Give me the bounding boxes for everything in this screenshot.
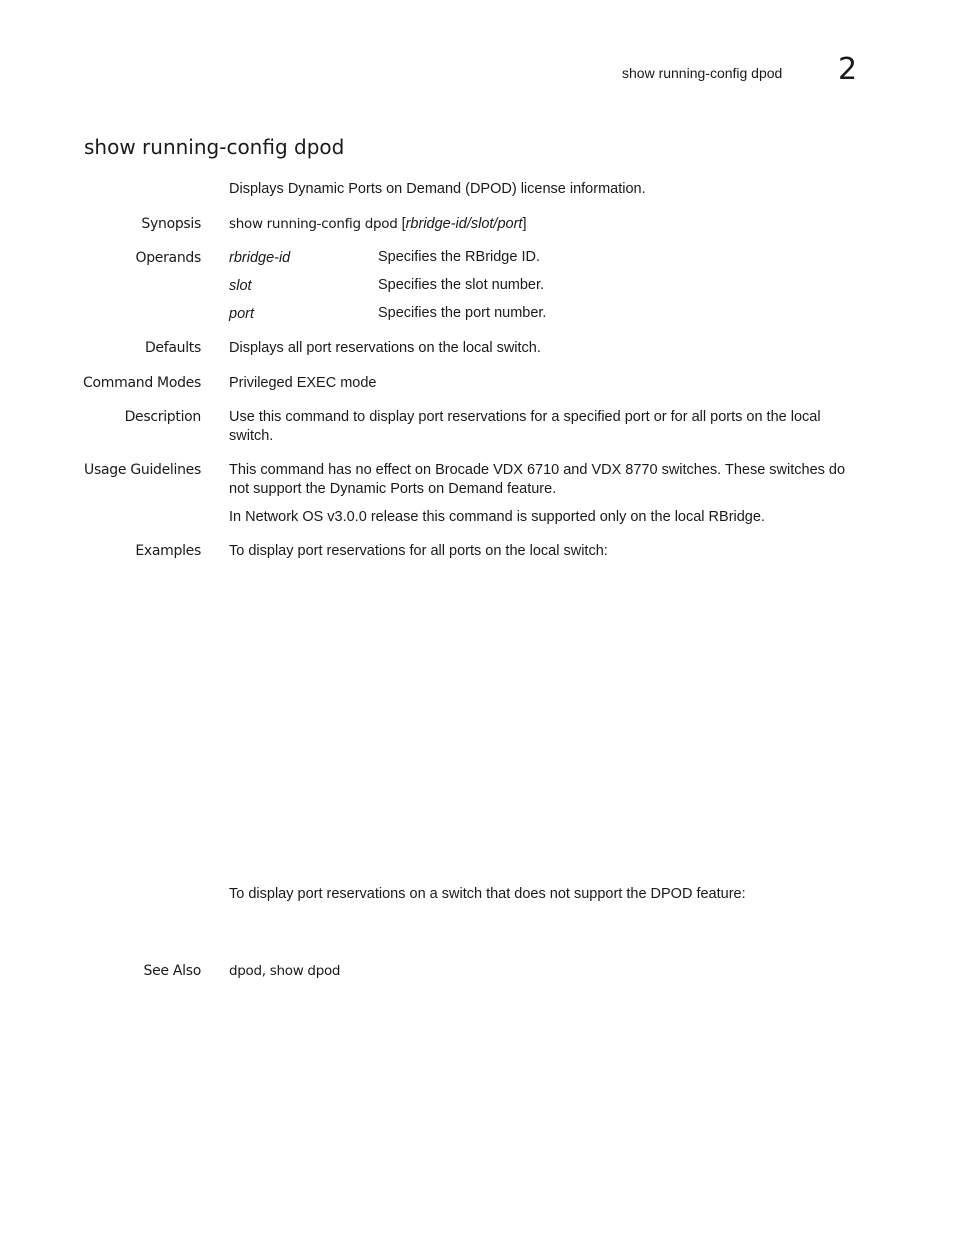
usage-paragraph-1: This command has no effect on Brocade VDX 6710 and VDX 8770 switches. These switches do not support the Dynamic Ports on Demand feature. <box>229 462 846 497</box>
operand-desc: Specifies the port number. <box>378 305 547 321</box>
operand-name: port <box>229 306 254 322</box>
operand-name: slot <box>229 278 252 294</box>
synopsis-label: Synopsis <box>141 216 201 232</box>
usage-guidelines-label: Usage Guidelines <box>84 462 201 478</box>
operand-desc: Specifies the slot number. <box>378 277 545 293</box>
chapter-number: 2 <box>838 52 858 87</box>
command-modes-label: Command Modes <box>83 375 201 391</box>
synopsis-close-bracket: ] <box>522 216 527 232</box>
command-summary: Displays Dynamic Ports on Demand (DPOD) license information. <box>229 181 646 197</box>
see-also-links[interactable]: dpod, show dpod <box>229 963 341 979</box>
see-also-label: See Also <box>143 963 201 979</box>
example-intro-2: To display port reservations on a switch that does not support the DPOD feature: <box>229 886 746 902</box>
operands-label: Operands <box>135 250 201 266</box>
example-intro-1: To display port reservations for all ports on the local switch: <box>229 543 608 559</box>
examples-label: Examples <box>135 543 201 559</box>
command-modes-text: Privileged EXEC mode <box>229 375 377 391</box>
synopsis-text <box>229 215 526 234</box>
defaults-text: Displays all port reservations on the local switch. <box>229 340 541 356</box>
description-label: Description <box>124 409 201 425</box>
synopsis-command: show running-config dpod <box>229 216 398 232</box>
operand-desc: Specifies the RBridge ID. <box>378 249 540 265</box>
command-title: show running-config dpod <box>84 135 345 159</box>
description-text: Use this command to display port reservations for a specified port or for all ports on the local switch. <box>229 409 821 444</box>
defaults-label: Defaults <box>144 340 201 356</box>
synopsis-args: rbridge-id/slot/port <box>405 216 523 232</box>
operand-name: rbridge-id <box>229 250 291 266</box>
usage-paragraph-2: In Network OS v3.0.0 release this command is supported only on the local RBridge. <box>229 509 765 525</box>
synopsis-open-bracket: [ <box>401 216 406 232</box>
running-header-title: show running-config dpod <box>622 65 783 81</box>
